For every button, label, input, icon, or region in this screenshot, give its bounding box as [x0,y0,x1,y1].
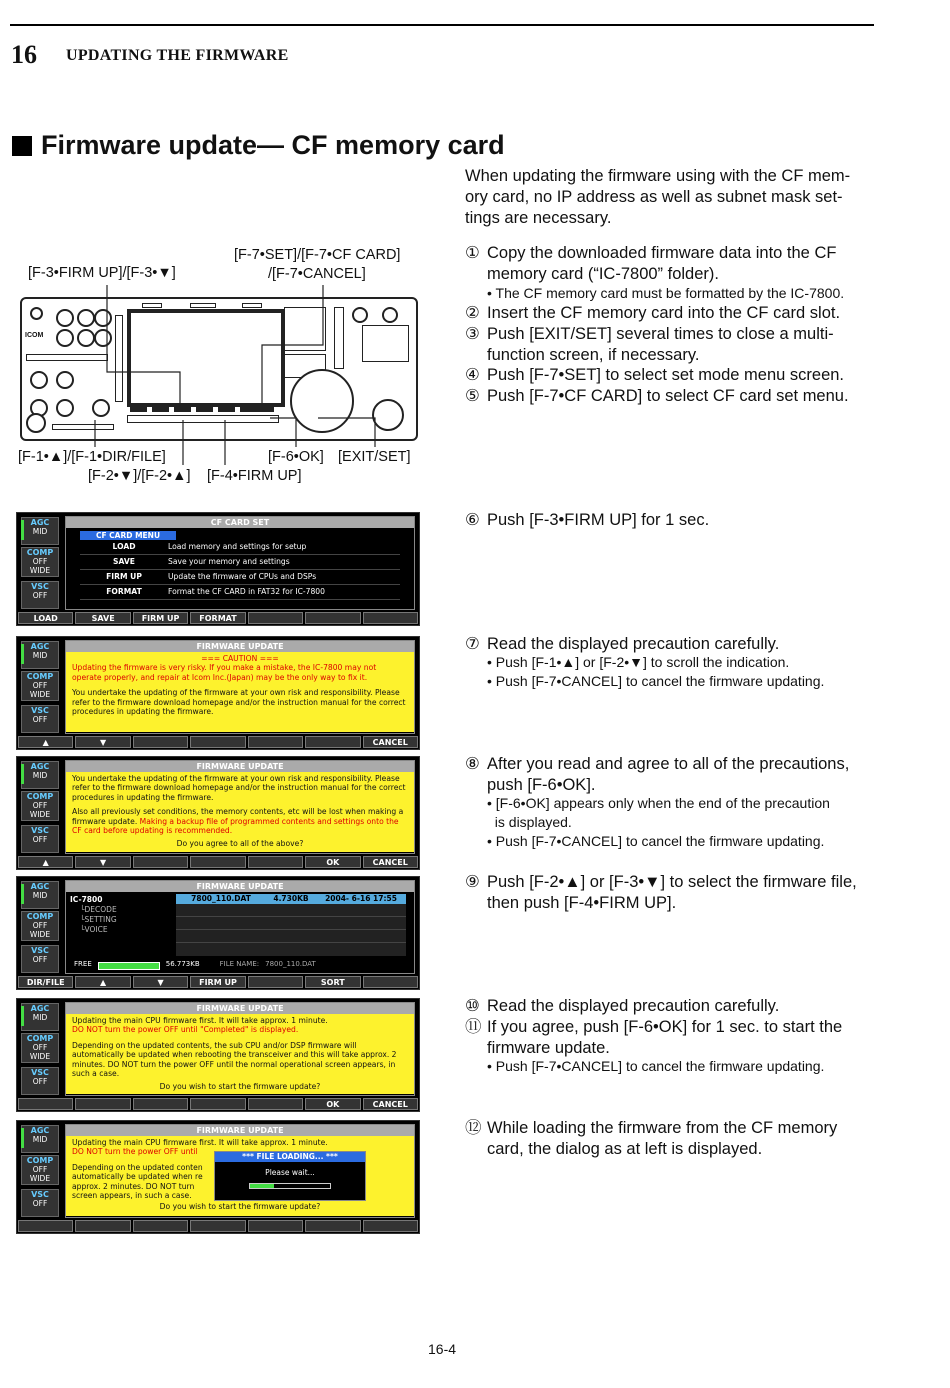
step-7: Read the displayed precaution carefully. [487,635,780,653]
callout-lines [0,0,450,470]
menu-row-load[interactable]: LOAD Load memory and settings for setup [80,540,400,555]
agc-button[interactable]: AGC MID [21,1003,59,1031]
step-number: ② [465,304,480,322]
function-keys [17,611,419,625]
fkey-4[interactable] [190,856,245,868]
step-4: Push [F-7•SET] to select set mode menu screen. [487,366,845,384]
menu-title: CF CARD MENU [80,531,176,540]
comp-button[interactable]: COMP OFF WIDE [21,911,59,941]
loading-dialog [214,1151,366,1201]
screen-caution [16,636,420,750]
screen-title: FIRMWARE UPDATE [66,761,414,772]
step-3: Push [EXIT/SET] several times to close a multi- function screen, if necessary. [487,325,834,364]
fkey-4[interactable] [190,736,245,748]
function-keys [17,975,419,989]
fkey-firm-up[interactable]: FIRM UP [190,976,245,988]
fkey-5[interactable] [248,856,303,868]
screen-title: FIRMWARE UPDATE [66,881,414,892]
progress-bar [249,1183,331,1189]
reset-warning: Also all previously set conditions, the memory contents, etc will be lost when making a firmware update. [72,807,404,826]
label-f1: [F-1•▲]/[F-1•DIR/FILE] [18,449,166,465]
step-number: ⑫ [465,1119,482,1137]
caution-warning: Updating the firmware is very risky. If you make a mistake, the IC-7800 may not operate properly, and repair at Icom Inc.(Japan) may be the only way to fix it. [72,663,377,682]
fkey-3[interactable] [133,856,188,868]
step-1-note: • The CF memory card must be formatted by the IC-7800. [487,285,845,301]
step-number: ④ [465,366,480,384]
fkey-5[interactable] [248,736,303,748]
intro-line: When updating the firmware using with the CF mem- [465,167,851,185]
vsc-button[interactable]: VSC OFF [21,945,59,973]
step-10: Read the displayed precaution carefully. [487,997,780,1015]
step-9: Push [F-2•▲] or [F-3•▼] to select the firmware file, then push [F-4•FIRM UP]. [487,873,857,912]
fkey-2[interactable] [75,1098,130,1110]
agree-question: Do you agree to all of the above? [176,839,304,849]
screen-file-loading [16,1120,420,1234]
function-keys [17,855,419,869]
step-2: Insert the CF memory card into the CF card slot. [487,304,841,322]
fkey-sort[interactable]: SORT [305,976,360,988]
agc-button[interactable]: AGC MID [21,517,59,545]
page-footer: 16-4 [428,1341,457,1357]
step-12: While loading the firmware from the CF memory card, the dialog as at left is displayed. [487,1119,838,1158]
comp-button[interactable]: COMP OFF WIDE [21,791,59,821]
vsc-button[interactable]: VSC OFF [21,581,59,609]
update-details: Depending on the updated contents, the sub CPU and/or DSP firmware will automatically be updated when rebooting the transceiver and this will take approx. 2 minutes. DO NOT turn the power OFF until the normal operational screen appears, in such a case. [72,1040,397,1079]
intro-text [465,166,850,229]
comp-button[interactable]: COMP OFF WIDE [21,671,59,701]
tree-item[interactable]: SETTING [84,915,117,924]
label-f2: [F-2•▼]/[F-2•▲] [88,468,191,484]
update-info: Updating the main CPU firmware first. It will take approx. 1 minute. [72,1016,328,1025]
vsc-button[interactable]: VSC OFF [21,825,59,853]
step-1: Copy the downloaded firmware data into the CF memory card (“IC-7800” folder). [487,244,837,283]
file-row-selected[interactable]: 7800_110.DAT 4.730KB 2004- 6-16 17:55 [176,894,406,904]
screen-title: FIRMWARE UPDATE [66,1003,414,1014]
fkey-3[interactable] [133,736,188,748]
step-number: ⑪ [465,1018,482,1036]
tree-item[interactable]: DECODE [84,905,117,914]
fkey-3[interactable] [133,1220,188,1232]
fkey-down[interactable]: ▼ [75,736,130,748]
fkey-7[interactable] [363,976,418,988]
vsc-button[interactable]: VSC OFF [21,1189,59,1217]
screen-title: FIRMWARE UPDATE [66,641,414,652]
tree-root[interactable]: IC-7800 [70,895,103,904]
update-info: Updating the main CPU firmware first. It will take approx. 1 minute. [72,1138,328,1147]
label-f7-set: [F-7•SET]/[F-7•CF CARD] [234,247,401,263]
menu-row-save[interactable]: SAVE Save your memory and settings [80,555,400,570]
agc-button[interactable]: AGC MID [21,641,59,669]
start-panel [65,1002,415,1096]
label-f4-firmup: [F-4•FIRM UP] [207,468,302,484]
step-6: Push [F-3•FIRM UP] for 1 sec. [487,511,710,529]
fkey-1[interactable] [18,1220,73,1232]
free-space-bar [98,962,160,970]
caution-panel [65,640,415,734]
fkey-firm-up[interactable]: FIRM UP [133,612,188,624]
step-8: After you read and agree to all of the precautions, push [F-6•OK]. [487,755,850,794]
power-warning: DO NOT turn the power OFF until [72,1147,198,1157]
caution-heading: === CAUTION === [201,654,279,663]
screen-file-select [16,876,420,990]
menu-row-firm-up[interactable]: FIRM UP Update the firmware of CPUs and DSPs [80,570,400,585]
agc-button[interactable]: AGC MID [21,1125,59,1153]
step-11: If you agree, push [F-6•OK] for 1 sec. to start the firmware update. [487,1018,843,1057]
fkey-cancel[interactable]: CANCEL [363,1098,418,1110]
power-warning: DO NOT turn the power OFF until "Completed" is displayed. [72,1025,299,1035]
screen-title: FIRMWARE UPDATE [66,1125,414,1136]
comp-button[interactable]: COMP OFF WIDE [21,1155,59,1185]
fkey-up[interactable]: ▲ [18,736,73,748]
selected-file-name: 7800_110.DAT [265,960,316,968]
step-number: ⑦ [465,635,480,653]
menu-row-format[interactable]: FORMAT Format the CF CARD in FAT32 for IC-7800 [80,585,400,600]
function-keys [17,1219,419,1233]
fkey-save[interactable]: SAVE [75,612,130,624]
intro-line: tings are necessary. [465,209,612,227]
icom-logo: ICOM [25,332,44,339]
fkey-3[interactable] [133,1098,188,1110]
update-details: Depending on the updated conten automatically be updated when re approx. 2 minutes. DO NOT turn screen appears, in such a case. [72,1162,203,1201]
free-space: 56.773KB [165,960,200,968]
fkey-4[interactable] [190,1220,245,1232]
fkey-load[interactable]: LOAD [18,612,73,624]
screen-agree [16,756,420,870]
label-exit-set: [EXIT/SET] [338,449,411,465]
fkey-4[interactable] [190,1098,245,1110]
label-f7-cancel: /[F-7•CANCEL] [268,266,366,282]
backup-recommendation: Making a backup file of programmed contents and settings onto the CF card before updating is recommended. [72,816,399,836]
vsc-button[interactable]: VSC OFF [21,705,59,733]
dialog-title: *** FILE LOADING... *** [215,1152,365,1162]
fkey-1[interactable] [18,1098,73,1110]
screen-title: CF CARD SET [66,517,414,528]
dialog-message: Please wait... [265,1168,315,1177]
fkey-5[interactable] [248,612,303,624]
step-7-notes: • Push [F-1•▲] or [F-2•▼] to scroll the indication. • Push [F-7•CANCEL] to cancel the firmware updating. [487,654,825,689]
fkey-7[interactable] [363,1220,418,1232]
responsibility-text: You undertake the updating of the firmware at your own risk and responsibility. Please refer to the firmware download homepage and/or the instruction manual for the correct procedures in updating the firmware. [72,774,406,802]
status-row: FREE 56.773KB FILE NAME: 7800_110.DAT [74,960,316,968]
start-question: Do you wish to start the firmware update? [159,1202,321,1212]
fkey-6[interactable] [305,736,360,748]
intro-line: ory card, no IP address as well as subnet mask set- [465,188,843,206]
fkey-format[interactable]: FORMAT [190,612,245,624]
vsc-button[interactable]: VSC OFF [21,1067,59,1095]
step-number: ③ [465,325,480,343]
file-panel [65,880,415,974]
fkey-ok[interactable]: OK [305,856,360,868]
step-number: ⑤ [465,387,480,405]
label-f6-ok: [F-6•OK] [268,449,324,465]
step-number: ⑥ [465,511,480,529]
fkey-up[interactable]: ▲ [75,976,130,988]
file-list [176,894,406,956]
fkey-cancel[interactable]: CANCEL [363,736,418,748]
agree-panel [65,760,415,854]
fkey-6[interactable] [305,612,360,624]
step-number: ⑨ [465,873,480,891]
screen-cf-card-set [16,512,420,626]
tree-item[interactable]: VOICE [84,925,108,934]
agc-button[interactable]: AGC MID [21,761,59,789]
step-8-notes: • [F-6•OK] appears only when the end of the precaution is displayed. • Push [F-7•CANCEL] to cancel the firmware updating. [487,795,830,849]
step-number: ⑧ [465,755,480,773]
step-11-note: • Push [F-7•CANCEL] to cancel the firmware updating. [487,1058,825,1074]
comp-button[interactable]: COMP OFF WIDE [21,547,59,577]
agc-button[interactable]: AGC MID [21,881,59,909]
loading-panel [65,1124,415,1218]
fkey-5[interactable] [248,1098,303,1110]
fkey-7[interactable] [363,612,418,624]
fkey-2[interactable] [75,1220,130,1232]
comp-button[interactable]: COMP OFF WIDE [21,1033,59,1063]
fkey-cancel[interactable]: CANCEL [363,856,418,868]
fkey-5[interactable] [248,1220,303,1232]
fkey-6[interactable] [305,1220,360,1232]
folder-tree: IC-7800 └DECODE └SETTING └VOICE [70,895,117,934]
screen-start-update [16,998,420,1112]
chapter-title: UPDATING THE FIRMWARE [66,47,289,64]
step-number: ① [465,244,480,262]
page-number: 16 [11,40,37,69]
fkey-down[interactable]: ▼ [133,976,188,988]
function-keys [17,735,419,749]
start-question: Do you wish to start the firmware update? [159,1082,321,1092]
fkey-ok[interactable]: OK [305,1098,360,1110]
step-5: Push [F-7•CF CARD] to select CF card set menu. [487,387,849,405]
function-keys [17,1097,419,1111]
caution-text: You undertake the updating of the firmware at your own risk and responsibility. Please refer to the firmware download homepage and/or the instruction manual for the correct procedures in updating the firmware. [72,688,406,717]
cf-card-panel [65,516,415,610]
fkey-down[interactable]: ▼ [75,856,130,868]
fkey-dir-file[interactable]: DIR/FILE [18,976,73,988]
section-title-text: Firmware update— CF memory card [41,130,505,160]
label-f3-firmup: [F-3•FIRM UP]/[F-3•▼] [28,265,176,281]
fkey-up[interactable]: ▲ [18,856,73,868]
fkey-5[interactable] [248,976,303,988]
step-number: ⑩ [465,997,480,1015]
